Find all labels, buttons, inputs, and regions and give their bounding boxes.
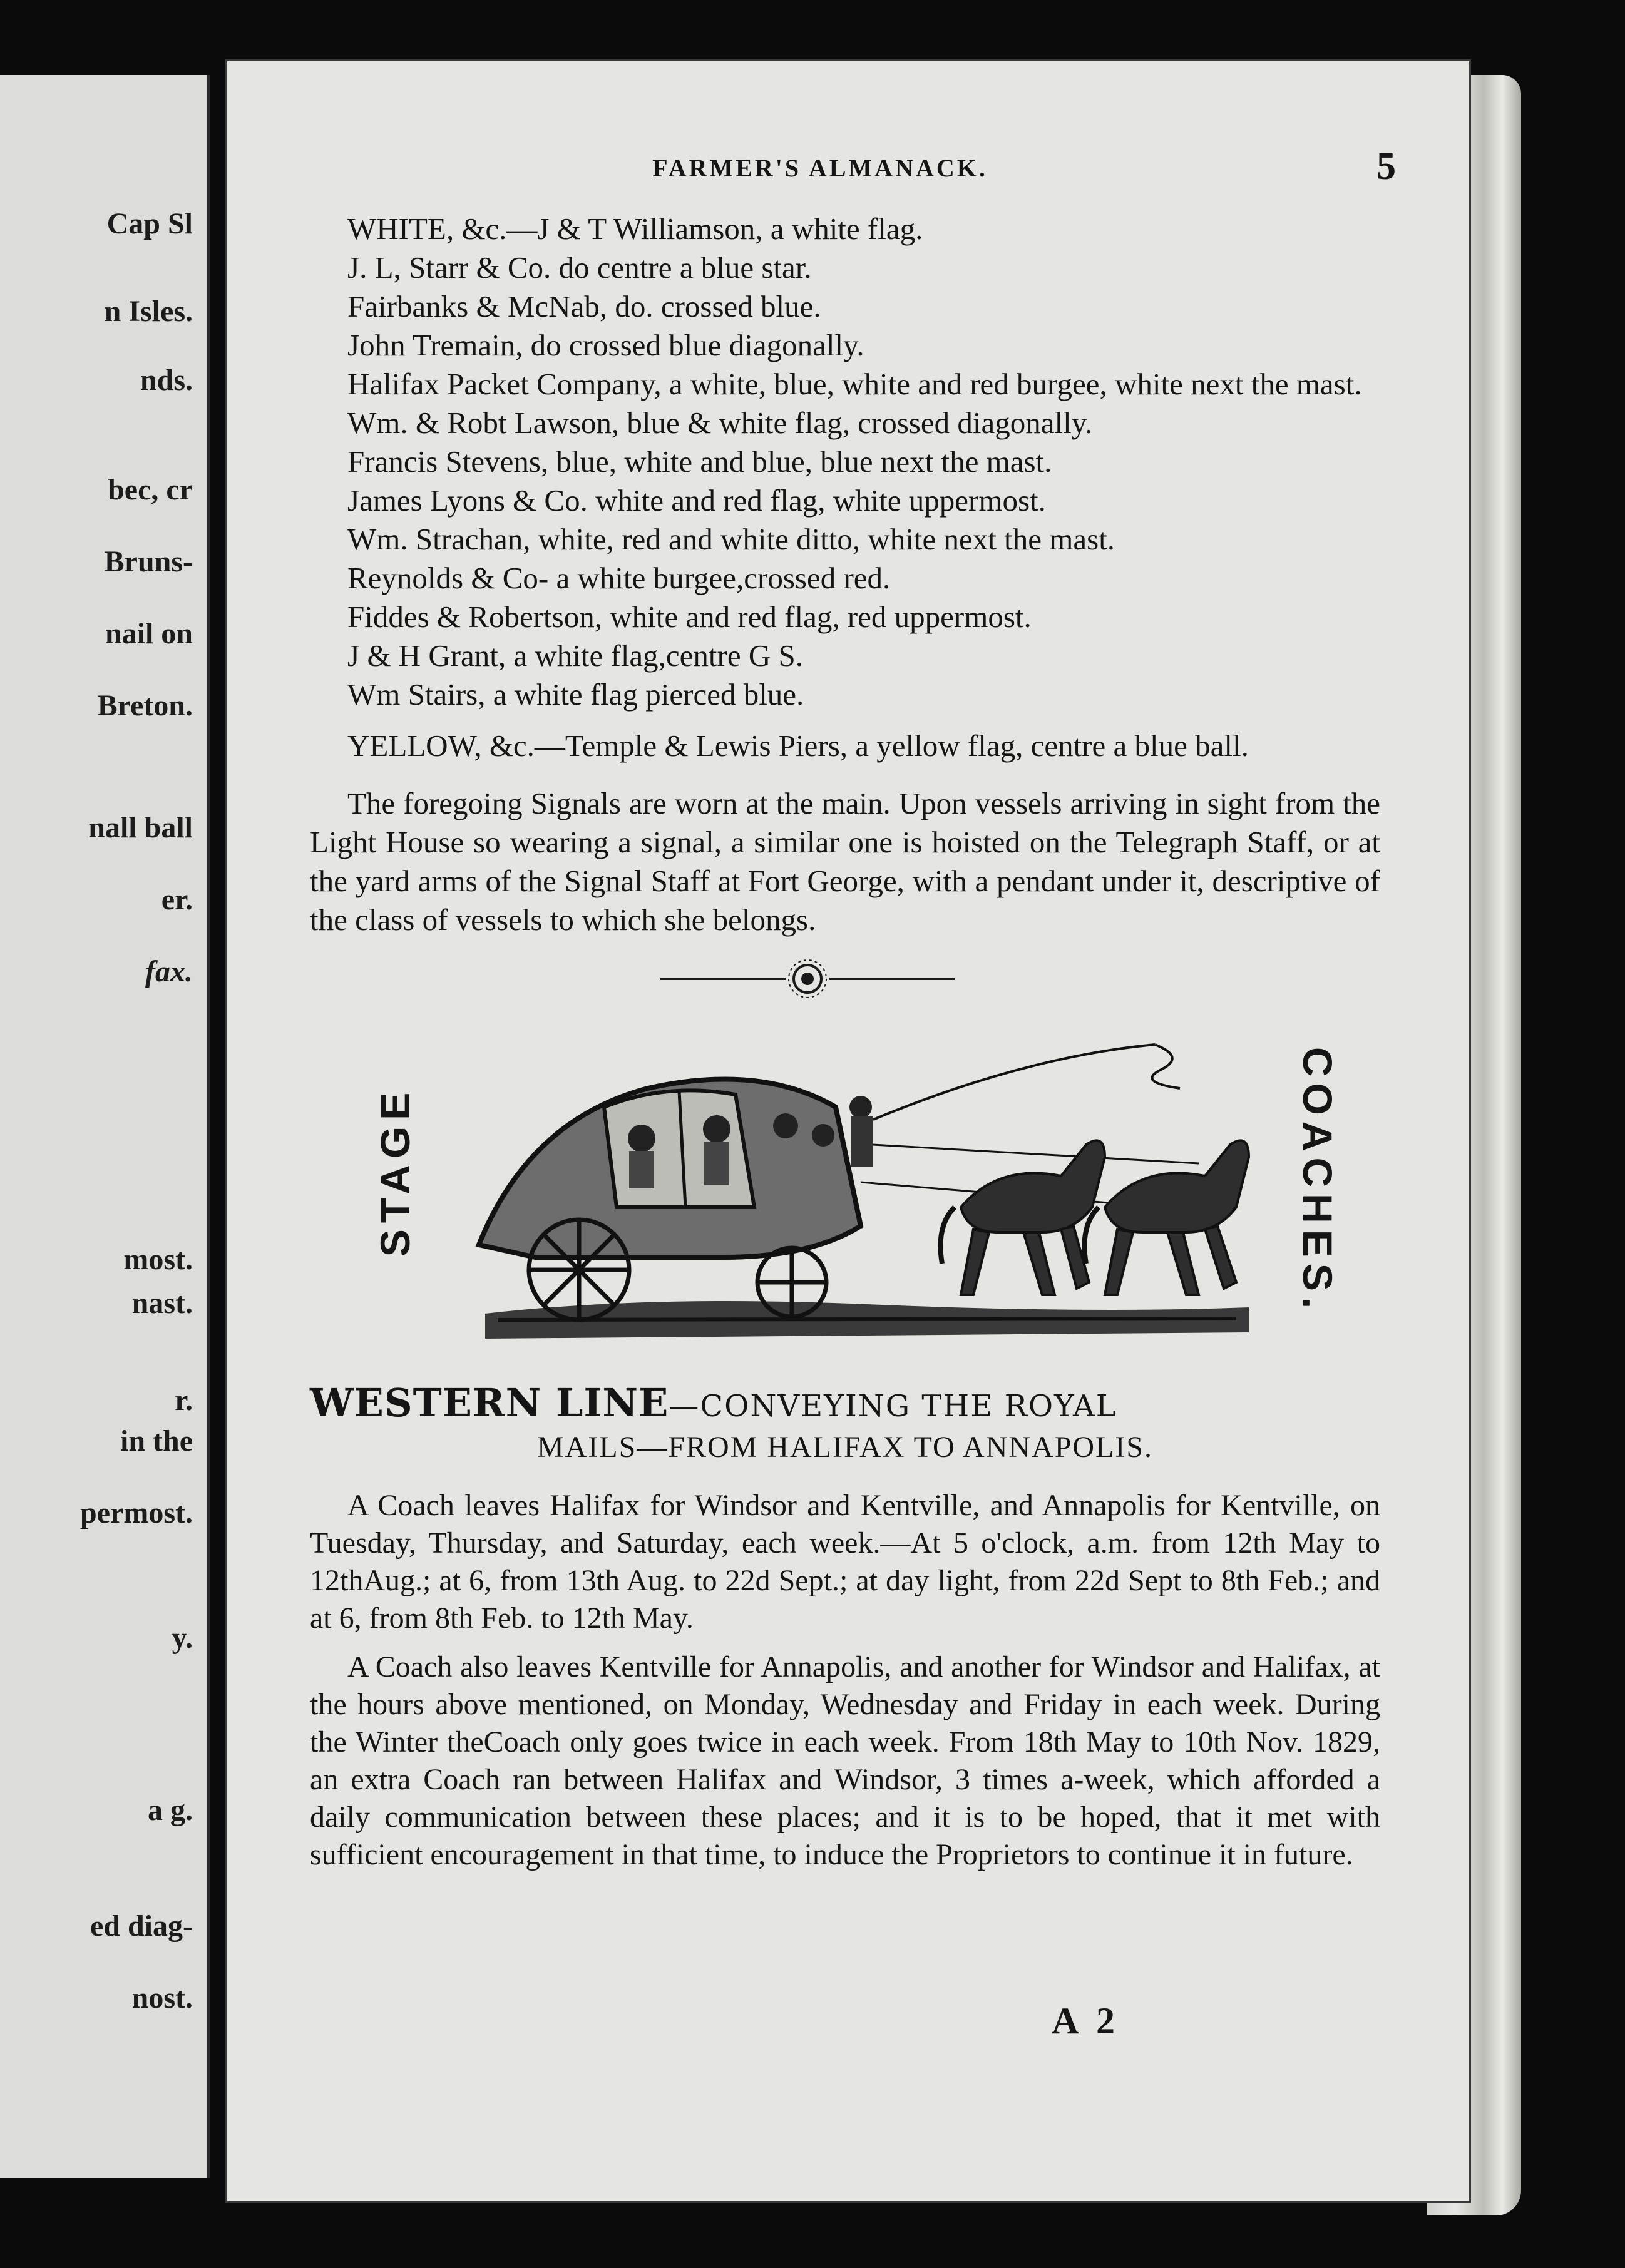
left-page-line: nall ball [88, 811, 193, 844]
divider-ornament-icon [660, 957, 955, 1001]
signal-entry: Wm. Strachan, white, red and white ditto, white next the mast. [347, 522, 1115, 556]
western-line-heading-rest: —CONVEYING THE ROYAL [669, 1389, 1117, 1424]
foregoing-paragraph: The foregoing Signals are worn at the main. Upon vessels arriving in sight from the Light House so wearing a signal, a similar one is hoisted on the Telegraph Staff, or at the yard arms of the Signal Staff at Fort George, with a pendant under it, descriptive of the class of vessels to which she belongs. [310, 786, 1380, 937]
western-line-title: WESTERN LINE [310, 1380, 669, 1426]
coaches-label: COACHES. [1294, 1046, 1341, 1315]
running-title: FARMER'S ALMANACK. [652, 154, 988, 182]
left-page-line: bec, cr [108, 473, 193, 506]
left-page-line: nast. [131, 1287, 193, 1320]
signal-entry: J. L, Starr & Co. do centre a blue star. [347, 250, 812, 285]
route-heading: MAILS—FROM HALIFAX TO ANNAPOLIS. [536, 1431, 1154, 1464]
signal-entry: J & H Grant, a white flag,centre G S. [347, 638, 803, 673]
left-page-line: Bruns- [104, 545, 193, 578]
stage-label: STAGE [372, 1086, 419, 1257]
left-page-line: nds. [140, 364, 193, 397]
ornamental-divider [310, 957, 1380, 1007]
left-page-line: r. [175, 1384, 193, 1417]
left-page-line: Cap Sl [106, 207, 193, 240]
left-page-line: permost. [80, 1496, 193, 1530]
almanack-page [225, 59, 1471, 2203]
stage-coach-illustration [310, 1007, 1380, 1376]
signal-entry: Fairbanks & McNab, do. crossed blue. [347, 289, 821, 324]
left-page-line: nail on [105, 617, 193, 650]
left-page-line: fax. [145, 955, 193, 988]
western-line-heading [310, 1382, 1380, 1427]
left-page-line: a g. [148, 1794, 193, 1827]
coach-paragraph: A Coach leaves Halifax for Windsor and Kentville, and Annapolis for Kentville, on Tuesday, Thursday, and Saturday, each week.—At 5 o'clock, a.m. from 12th May to 12thAug.; at 6, from 13th Aug. to 22d Sept.; at day light, from 22d Sept to 8th Feb.; and at 6, from 8th Feb. to 12th May. [310, 1489, 1380, 1635]
left-page-line: ed diag- [90, 1909, 193, 1943]
page-content [310, 210, 1380, 1874]
signal-entry: James Lyons & Co. white and red flag, white uppermost. [347, 483, 1046, 518]
left-page-line: most. [123, 1243, 193, 1276]
signal-entry: Wm Stairs, a white flag pierced blue. [347, 677, 804, 712]
left-page-line: nost. [131, 1981, 193, 2015]
page-number: 5 [1376, 145, 1396, 188]
signal-entry: John Tremain, do crossed blue diagonally. [347, 328, 864, 362]
yellow-signal-entry: YELLOW, &c.—Temple & Lewis Piers, a yellow flag, centre a blue ball. [347, 728, 1249, 763]
signal-entry: Reynolds & Co- a white burgee,crossed red. [347, 561, 891, 595]
signal-list [310, 210, 1380, 714]
signal-entry: Fiddes & Robertson, white and red flag, red uppermost. [347, 600, 1032, 634]
left-page-line: y. [172, 1622, 193, 1655]
left-page-line: Breton. [97, 689, 193, 722]
left-page-line: n Isles. [104, 295, 193, 328]
signature-mark: A 2 [1052, 2000, 1120, 2041]
signal-entry: Wm. & Robt Lawson, blue & white flag, crossed diagonally. [347, 406, 1093, 440]
signal-entry: WHITE, &c.—J & T Williamson, a white flag. [347, 212, 923, 246]
signal-entry: Francis Stevens, blue, white and blue, blue next the mast. [347, 444, 1052, 479]
signal-entry: Halifax Packet Company, a white, blue, white and red burgee, white next the mast. [347, 367, 1362, 401]
left-page-line: in the [120, 1424, 193, 1458]
running-header [225, 145, 1471, 197]
stagecoach-engraving-icon [460, 1019, 1274, 1370]
left-page-line: er. [161, 883, 193, 916]
coach-paragraph: A Coach also leaves Kentville for Annapolis, and another for Windsor and Halifax, at the hours above mentioned, on Monday, Wednesday and Friday in each week. During the Winter theCoach only goes twice in each week. From 18th May to 10th Nov. 1829, an extra Coach ran between Halifax and Windsor, 3 times a-week, which afforded a daily communication between these places; and it is to be hoped, that it met with sufficient encouragement in that time, to induce the Proprietors to continue it in future. [310, 1650, 1380, 1871]
left-facing-page [0, 75, 210, 2178]
